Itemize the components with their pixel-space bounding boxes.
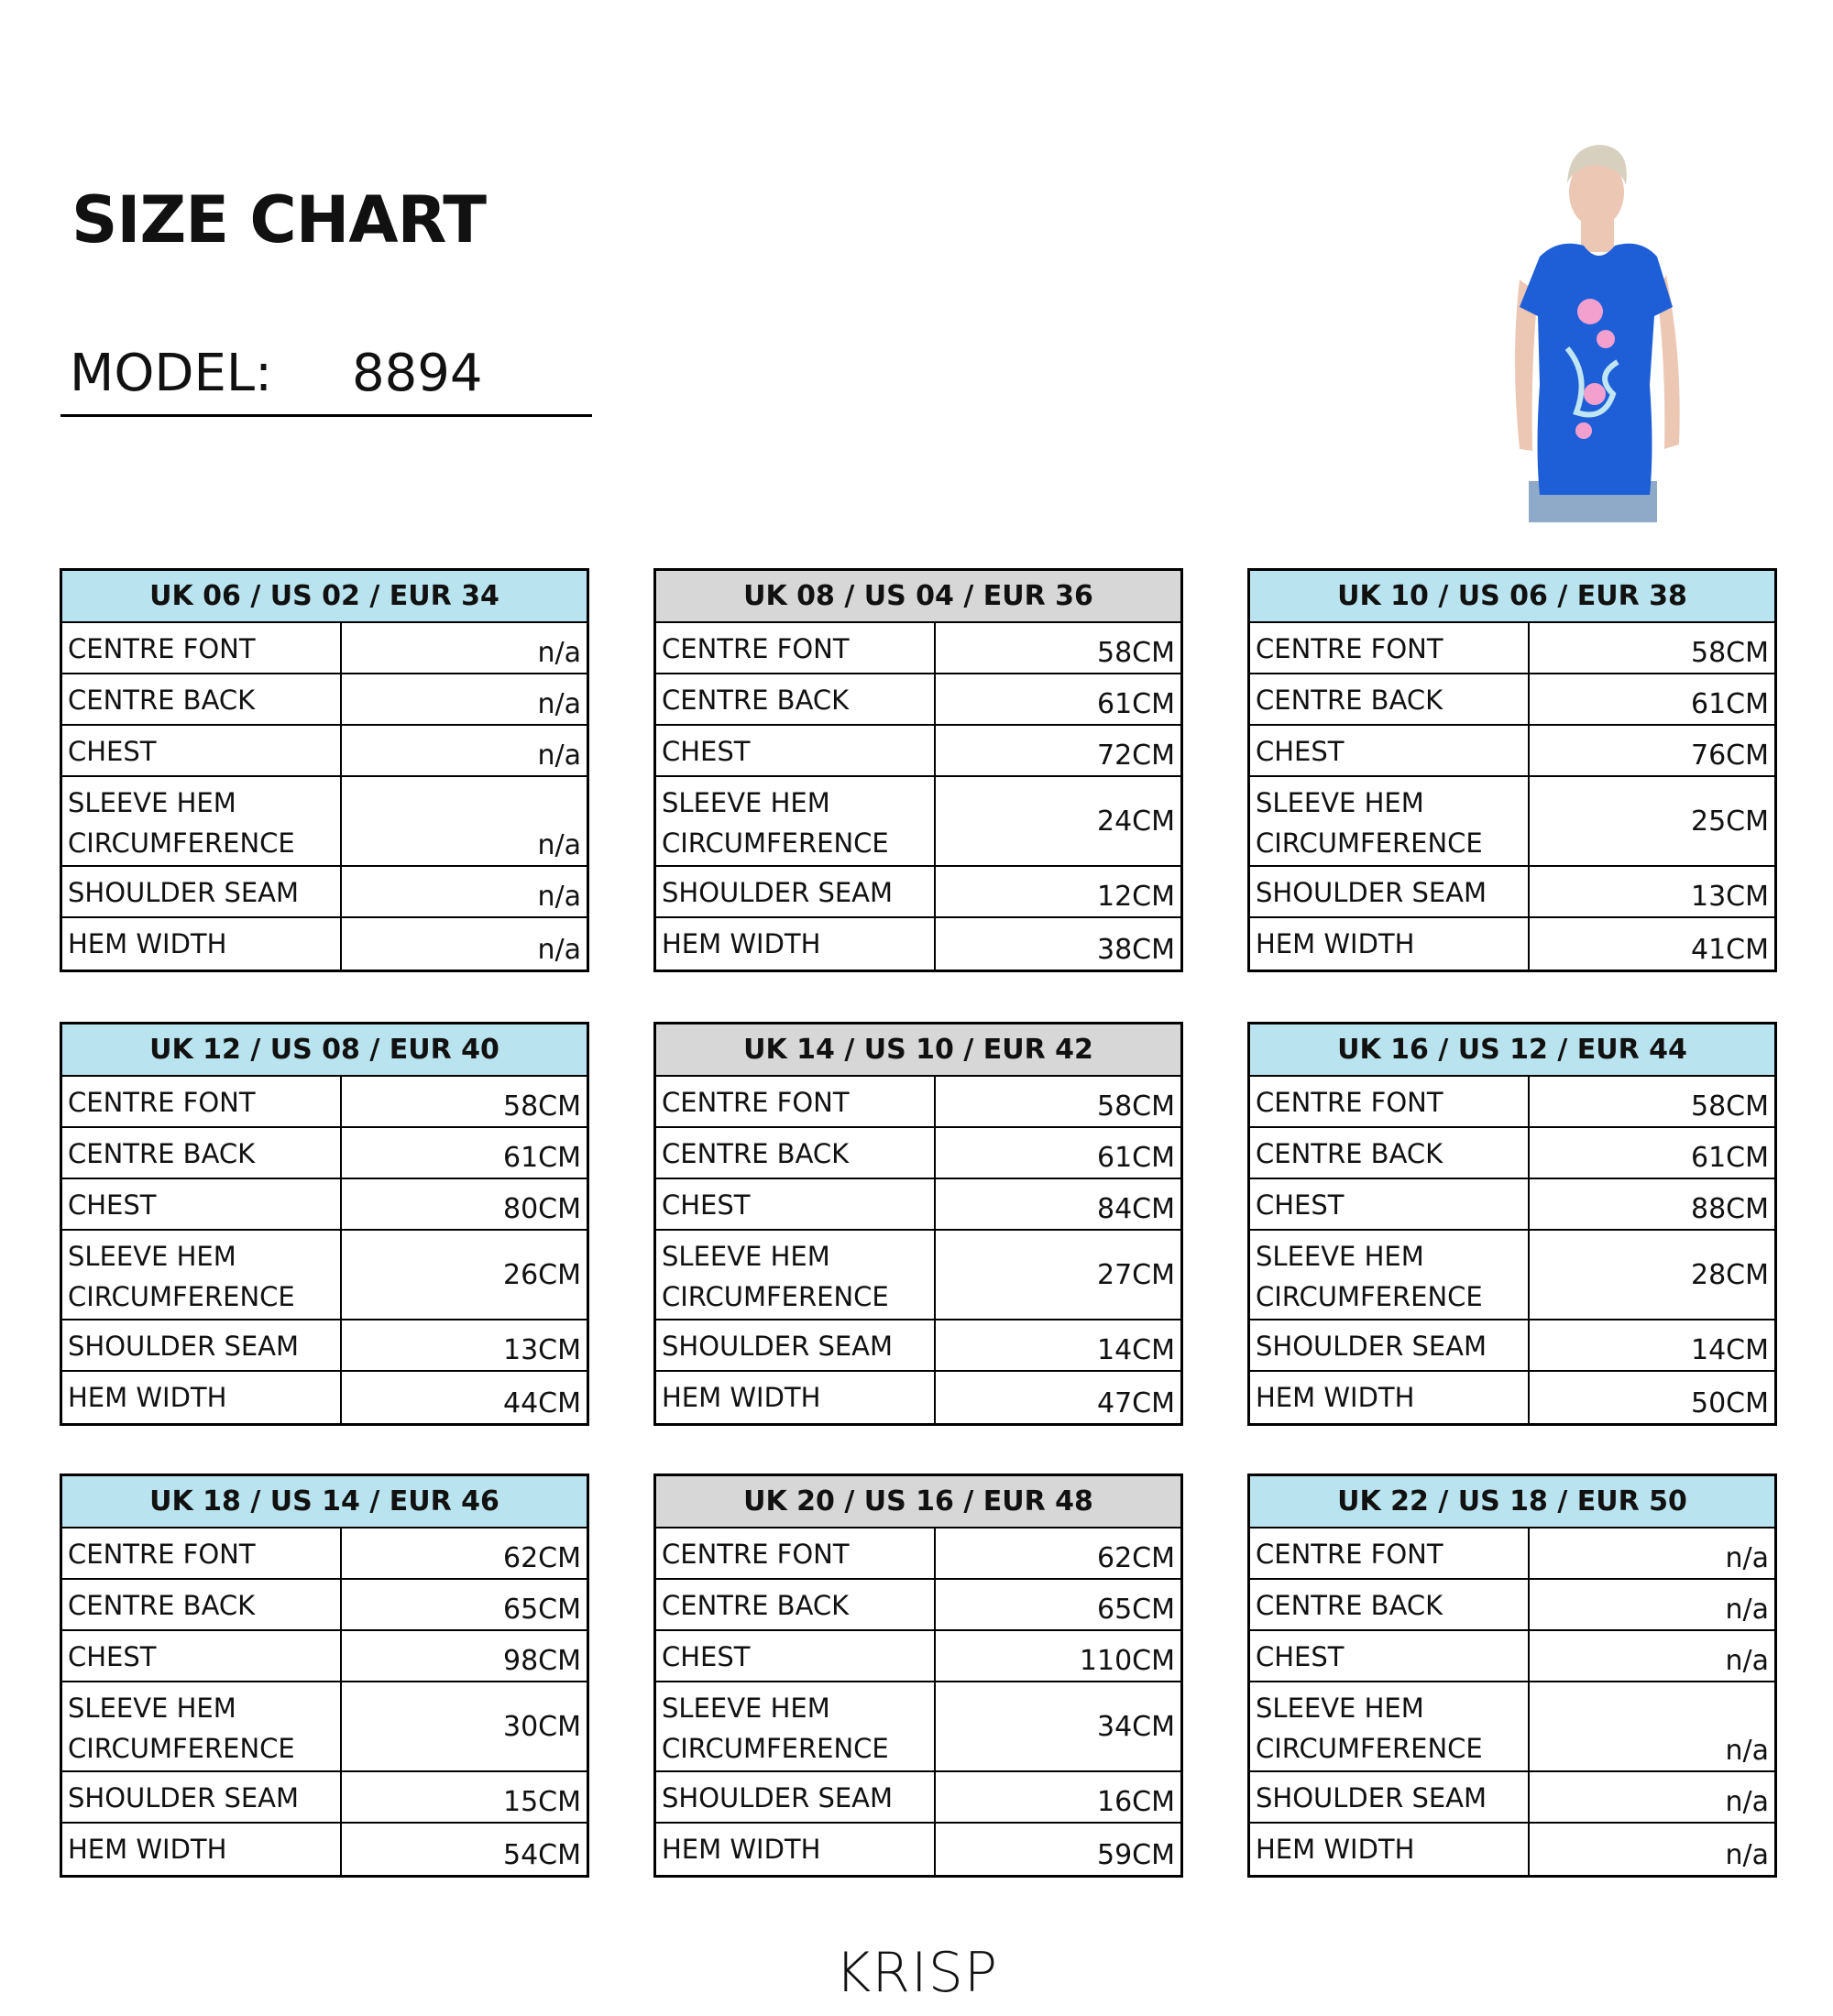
- table-row: [656, 1077, 1180, 1128]
- row-label: CENTRE BACK: [656, 1580, 936, 1629]
- table-header: UK 18 / US 14 / EUR 46: [62, 1476, 587, 1528]
- row-label: CHEST: [1250, 1179, 1530, 1229]
- row-label: CHEST: [62, 1631, 342, 1681]
- table-header: UK 06 / US 02 / EUR 34: [62, 571, 587, 623]
- table-row: [1250, 1077, 1774, 1128]
- table-row: [62, 777, 587, 867]
- row-label: SLEEVE HEM CIRCUMFERENCE: [1250, 1682, 1530, 1770]
- row-value: 98CM: [502, 1645, 581, 1677]
- row-label: CENTRE FONT: [62, 1077, 342, 1126]
- row-value: 65CM: [502, 1594, 581, 1626]
- row-label: HEM WIDTH: [1250, 918, 1530, 970]
- row-value: 62CM: [1096, 1542, 1175, 1574]
- table-row: [62, 674, 587, 726]
- model-line: [60, 344, 592, 417]
- row-label: SLEEVE HEM CIRCUMFERENCE: [656, 777, 936, 865]
- row-value: 26CM: [502, 1258, 581, 1291]
- row-value: 54CM: [502, 1839, 581, 1871]
- row-value: 12CM: [1096, 881, 1175, 913]
- row-value: 58CM: [502, 1090, 581, 1123]
- row-value: 61CM: [502, 1142, 581, 1174]
- row-label: CHEST: [62, 1179, 342, 1229]
- table-row: [1250, 1631, 1774, 1682]
- table-row: [1250, 1320, 1774, 1372]
- table-row: [656, 867, 1180, 918]
- row-value: 84CM: [1096, 1193, 1175, 1225]
- row-label: SHOULDER SEAM: [656, 1320, 936, 1370]
- row-label: CENTRE FONT: [1250, 1077, 1530, 1126]
- row-label: CHEST: [1250, 726, 1530, 775]
- model-photo: [1503, 119, 1696, 522]
- row-label: SHOULDER SEAM: [656, 1772, 936, 1822]
- row-label: SLEEVE HEM CIRCUMFERENCE: [656, 1231, 936, 1319]
- row-value: 47CM: [1096, 1387, 1175, 1419]
- table-row: [1250, 726, 1774, 777]
- row-label: CENTRE BACK: [62, 1128, 342, 1178]
- row-label: HEM WIDTH: [62, 918, 342, 970]
- row-label: SLEEVE HEM CIRCUMFERENCE: [1250, 1231, 1530, 1319]
- row-label: HEM WIDTH: [62, 1372, 342, 1423]
- print-flower: [1577, 299, 1603, 324]
- row-label: SLEEVE HEM CIRCUMFERENCE: [1250, 777, 1530, 865]
- row-value: n/a: [1725, 1786, 1769, 1818]
- row-label: CENTRE BACK: [62, 1580, 342, 1629]
- table-row: [656, 1372, 1180, 1423]
- row-label: SHOULDER SEAM: [62, 1320, 342, 1370]
- table-row: [656, 1320, 1180, 1372]
- table-row: [656, 1528, 1180, 1580]
- table-row: [62, 1772, 587, 1824]
- table-row: [656, 777, 1180, 867]
- row-label: CENTRE BACK: [656, 1128, 936, 1178]
- row-value: 24CM: [1096, 805, 1175, 838]
- row-value: 14CM: [1690, 1334, 1769, 1366]
- row-value: 34CM: [1096, 1710, 1175, 1743]
- page-title: SIZE CHART: [71, 182, 487, 257]
- table-row: [1250, 777, 1774, 867]
- table-row: [1250, 1772, 1774, 1824]
- table-header: UK 16 / US 12 / EUR 44: [1250, 1024, 1774, 1077]
- row-value: 59CM: [1096, 1839, 1175, 1871]
- table-row: [62, 1631, 587, 1682]
- table-row: [62, 1372, 587, 1423]
- row-label: SHOULDER SEAM: [1250, 1772, 1530, 1822]
- row-label: HEM WIDTH: [62, 1824, 342, 1875]
- row-value: 58CM: [1690, 637, 1769, 669]
- table-row: [62, 918, 587, 970]
- table-row: [656, 1179, 1180, 1231]
- row-label: SHOULDER SEAM: [1250, 1320, 1530, 1370]
- table-row: [62, 1179, 587, 1231]
- table-header: UK 12 / US 08 / EUR 40: [62, 1024, 587, 1077]
- row-value: n/a: [537, 688, 581, 720]
- row-label: CHEST: [656, 1631, 936, 1681]
- row-value: 61CM: [1690, 688, 1769, 720]
- row-label: CENTRE FONT: [1250, 1528, 1530, 1578]
- table-row: [62, 1824, 587, 1875]
- table-row: [656, 623, 1180, 674]
- row-value: 14CM: [1096, 1334, 1175, 1366]
- table-row: [62, 1320, 587, 1372]
- table-row: [62, 726, 587, 777]
- table-row: [1250, 1372, 1774, 1423]
- row-value: 13CM: [1690, 881, 1769, 913]
- row-value: 61CM: [1096, 688, 1175, 720]
- table-row: [62, 1528, 587, 1580]
- row-value: 38CM: [1096, 934, 1175, 966]
- row-value: n/a: [1725, 1645, 1769, 1677]
- size-table: [653, 1474, 1183, 1878]
- table-row: [62, 867, 587, 918]
- row-label: SHOULDER SEAM: [1250, 867, 1530, 916]
- row-label: SLEEVE HEM CIRCUMFERENCE: [62, 1682, 342, 1770]
- table-header: UK 14 / US 10 / EUR 42: [656, 1024, 1180, 1077]
- row-label: HEM WIDTH: [656, 1824, 936, 1875]
- row-value: 15CM: [502, 1786, 581, 1818]
- row-value: 16CM: [1096, 1786, 1175, 1818]
- table-row: [1250, 1128, 1774, 1179]
- row-label: CENTRE BACK: [656, 674, 936, 724]
- table-row: [62, 1580, 587, 1631]
- size-table: [60, 1022, 589, 1426]
- table-row: [62, 623, 587, 674]
- row-value: n/a: [537, 637, 581, 669]
- row-label: HEM WIDTH: [1250, 1824, 1530, 1875]
- row-value: 25CM: [1690, 805, 1769, 838]
- table-row: [62, 1077, 587, 1128]
- row-label: CENTRE BACK: [1250, 674, 1530, 724]
- row-value: 72CM: [1096, 740, 1175, 772]
- row-value: 58CM: [1096, 637, 1175, 669]
- row-label: CHEST: [62, 726, 342, 775]
- row-value: 13CM: [502, 1334, 581, 1366]
- table-header: UK 22 / US 18 / EUR 50: [1250, 1476, 1774, 1528]
- row-value: 30CM: [502, 1710, 581, 1743]
- row-label: SHOULDER SEAM: [656, 867, 936, 916]
- size-table: [653, 568, 1183, 972]
- row-value: n/a: [1725, 1542, 1769, 1574]
- row-label: SLEEVE HEM CIRCUMFERENCE: [62, 1231, 342, 1319]
- table-row: [1250, 1580, 1774, 1631]
- row-value: 44CM: [502, 1387, 581, 1419]
- row-label: HEM WIDTH: [656, 918, 936, 970]
- row-label: CENTRE FONT: [1250, 623, 1530, 673]
- row-label: HEM WIDTH: [1250, 1372, 1530, 1423]
- table-row: [656, 1772, 1180, 1824]
- row-label: CENTRE FONT: [656, 1528, 936, 1578]
- row-label: CENTRE FONT: [656, 1077, 936, 1126]
- shirt-shape: [1520, 244, 1673, 495]
- row-value: n/a: [537, 881, 581, 913]
- row-label: CENTRE BACK: [62, 674, 342, 724]
- table-row: [1250, 918, 1774, 970]
- row-label: CENTRE FONT: [62, 1528, 342, 1578]
- table-row: [656, 1580, 1180, 1631]
- row-value: 61CM: [1096, 1142, 1175, 1174]
- row-value: 27CM: [1096, 1258, 1175, 1291]
- row-value: n/a: [537, 829, 581, 861]
- row-label: CHEST: [656, 726, 936, 775]
- row-value: 50CM: [1690, 1387, 1769, 1419]
- table-row: [656, 1631, 1180, 1682]
- row-value: n/a: [1725, 1839, 1769, 1871]
- size-table: [60, 1474, 589, 1878]
- row-value: n/a: [1725, 1735, 1769, 1767]
- row-label: CENTRE FONT: [62, 623, 342, 673]
- table-row: [656, 1231, 1180, 1320]
- row-label: HEM WIDTH: [656, 1372, 936, 1423]
- size-table: [1247, 568, 1777, 972]
- row-value: 58CM: [1096, 1090, 1175, 1123]
- row-label: CENTRE BACK: [1250, 1580, 1530, 1629]
- table-header: UK 10 / US 06 / EUR 38: [1250, 571, 1774, 623]
- table-row: [656, 918, 1180, 970]
- row-value: n/a: [537, 740, 581, 772]
- row-value: 28CM: [1690, 1258, 1769, 1291]
- table-row: [62, 1128, 587, 1179]
- row-value: 62CM: [502, 1542, 581, 1574]
- row-label: CHEST: [656, 1179, 936, 1229]
- model-label: MODEL:: [70, 344, 272, 403]
- row-label: CENTRE BACK: [1250, 1128, 1530, 1178]
- table-row: [1250, 1528, 1774, 1580]
- table-header: UK 08 / US 04 / EUR 36: [656, 571, 1180, 623]
- row-label: CHEST: [1250, 1631, 1530, 1681]
- row-value: 65CM: [1096, 1594, 1175, 1626]
- table-row: [1250, 1682, 1774, 1772]
- row-value: 80CM: [502, 1193, 581, 1225]
- table-row: [62, 1682, 587, 1772]
- row-label: SHOULDER SEAM: [62, 1772, 342, 1822]
- size-table: [1247, 1022, 1777, 1426]
- row-value: 76CM: [1690, 740, 1769, 772]
- row-value: 58CM: [1690, 1090, 1769, 1123]
- row-value: 110CM: [1079, 1645, 1175, 1677]
- row-label: CENTRE FONT: [656, 623, 936, 673]
- row-label: SLEEVE HEM CIRCUMFERENCE: [656, 1682, 936, 1770]
- size-table: [60, 568, 589, 972]
- table-row: [1250, 1179, 1774, 1231]
- model-number: 8894: [352, 344, 483, 403]
- size-table: [653, 1022, 1183, 1426]
- table-row: [62, 1231, 587, 1320]
- table-row: [656, 674, 1180, 726]
- table-row: [656, 1682, 1180, 1772]
- row-value: 41CM: [1690, 934, 1769, 966]
- size-table: [1247, 1474, 1777, 1878]
- table-header: UK 20 / US 16 / EUR 48: [656, 1476, 1180, 1528]
- row-value: 88CM: [1690, 1193, 1769, 1225]
- table-row: [1250, 623, 1774, 674]
- table-row: [656, 726, 1180, 777]
- row-value: n/a: [1725, 1594, 1769, 1626]
- row-label: SHOULDER SEAM: [62, 867, 342, 916]
- row-label: SLEEVE HEM CIRCUMFERENCE: [62, 777, 342, 865]
- brand-logo: KRISP: [835, 1941, 998, 2005]
- table-row: [1250, 1231, 1774, 1320]
- table-row: [1250, 674, 1774, 726]
- row-value: 61CM: [1690, 1142, 1769, 1174]
- row-value: n/a: [537, 934, 581, 966]
- table-row: [1250, 1824, 1774, 1875]
- table-row: [1250, 867, 1774, 918]
- table-row: [656, 1128, 1180, 1179]
- table-row: [656, 1824, 1180, 1875]
